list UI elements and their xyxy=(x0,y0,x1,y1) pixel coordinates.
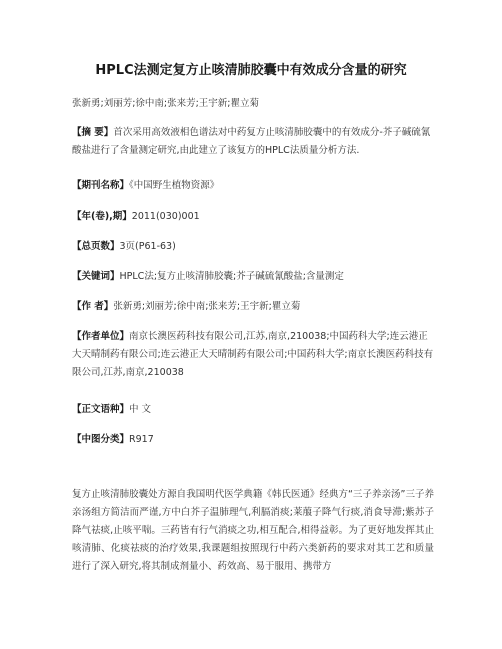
abstract-field xyxy=(72,124,434,160)
journal-field xyxy=(72,177,434,195)
journal-label: 【期刊名称】 xyxy=(72,180,130,191)
year-issue-field xyxy=(72,208,434,226)
affiliation-field xyxy=(72,328,434,382)
year-issue-label: 【年(卷),期】 xyxy=(72,211,132,222)
pages-label: 【总页数】 xyxy=(72,241,120,252)
keywords-label: 【关键词】 xyxy=(72,271,120,282)
affiliation-value: 南京长澳医药科技有限公司,江苏,南京,210038;中国药科大学;连云港正大天晴制药有限公司;连云港正大天晴制药有限公司;中国药科大学;南京长澳医药科技有限公司,江苏,南京,210038 xyxy=(72,331,434,378)
authors-value: 张新勇;刘丽芳;徐中南;张来芳;王宇新;瞿立菊 xyxy=(113,301,301,312)
paper-title: HPLC法测定复方止咳清肺胶囊中有效成分含量的研究 xyxy=(95,63,407,78)
authors-field xyxy=(72,298,434,316)
abstract-value: 首次采用高效液相色谱法对中药复方止咳清肺胶囊中的有效成分-芥子碱硫氰酸盐进行了含量测定研究,由此建立了该复方的HPLC法质量分析方法. xyxy=(72,127,431,156)
classification-label: 【中图分类】 xyxy=(72,434,130,445)
language-field xyxy=(72,401,434,419)
author-list: 张新勇;刘丽芳;徐中南;张来芳;王宇新;瞿立菊 xyxy=(72,98,260,109)
pages-value: 3页(P61-63) xyxy=(119,241,176,252)
body-paragraph: 复方止咳清肺胶囊处方源自我国明代医学典籍《韩氏医通》经典方“三子养亲汤”三子养亲汤组方简洁而严谨,方中白芥子温肺理气,利膈消痰;莱菔子降气行痰,消食导滞;紫苏子降气祛痰,止咳平喘。三药皆有行气消痰之功,相互配合,相得益彰。为了更好地发挥其止咳清肺、化痰祛痰的治疗效果,我课题组按照现行中药六类新药的要求对其工艺和质量进行了深入研究,将其制成剂量小、药效高、易于服用、携带方 xyxy=(72,489,434,572)
language-label: 【正文语种】 xyxy=(72,404,130,415)
keywords-field xyxy=(72,268,434,286)
keywords-value: HPLC法;复方止咳清肺胶囊;芥子碱硫氰酸盐;含量测定 xyxy=(119,271,344,282)
classification-value: R917 xyxy=(129,434,154,445)
journal-value: 《中国野生植物资源》 xyxy=(129,180,220,191)
year-issue-value: 2011(030)001 xyxy=(131,211,200,222)
abstract-label: 【摘 要】 xyxy=(72,127,114,138)
language-value: 中 文 xyxy=(129,404,152,415)
affiliation-label: 【作者单位】 xyxy=(72,331,130,342)
classification-field xyxy=(72,431,434,449)
pages-field xyxy=(72,238,434,256)
authors-label: 【作 者】 xyxy=(72,301,114,312)
